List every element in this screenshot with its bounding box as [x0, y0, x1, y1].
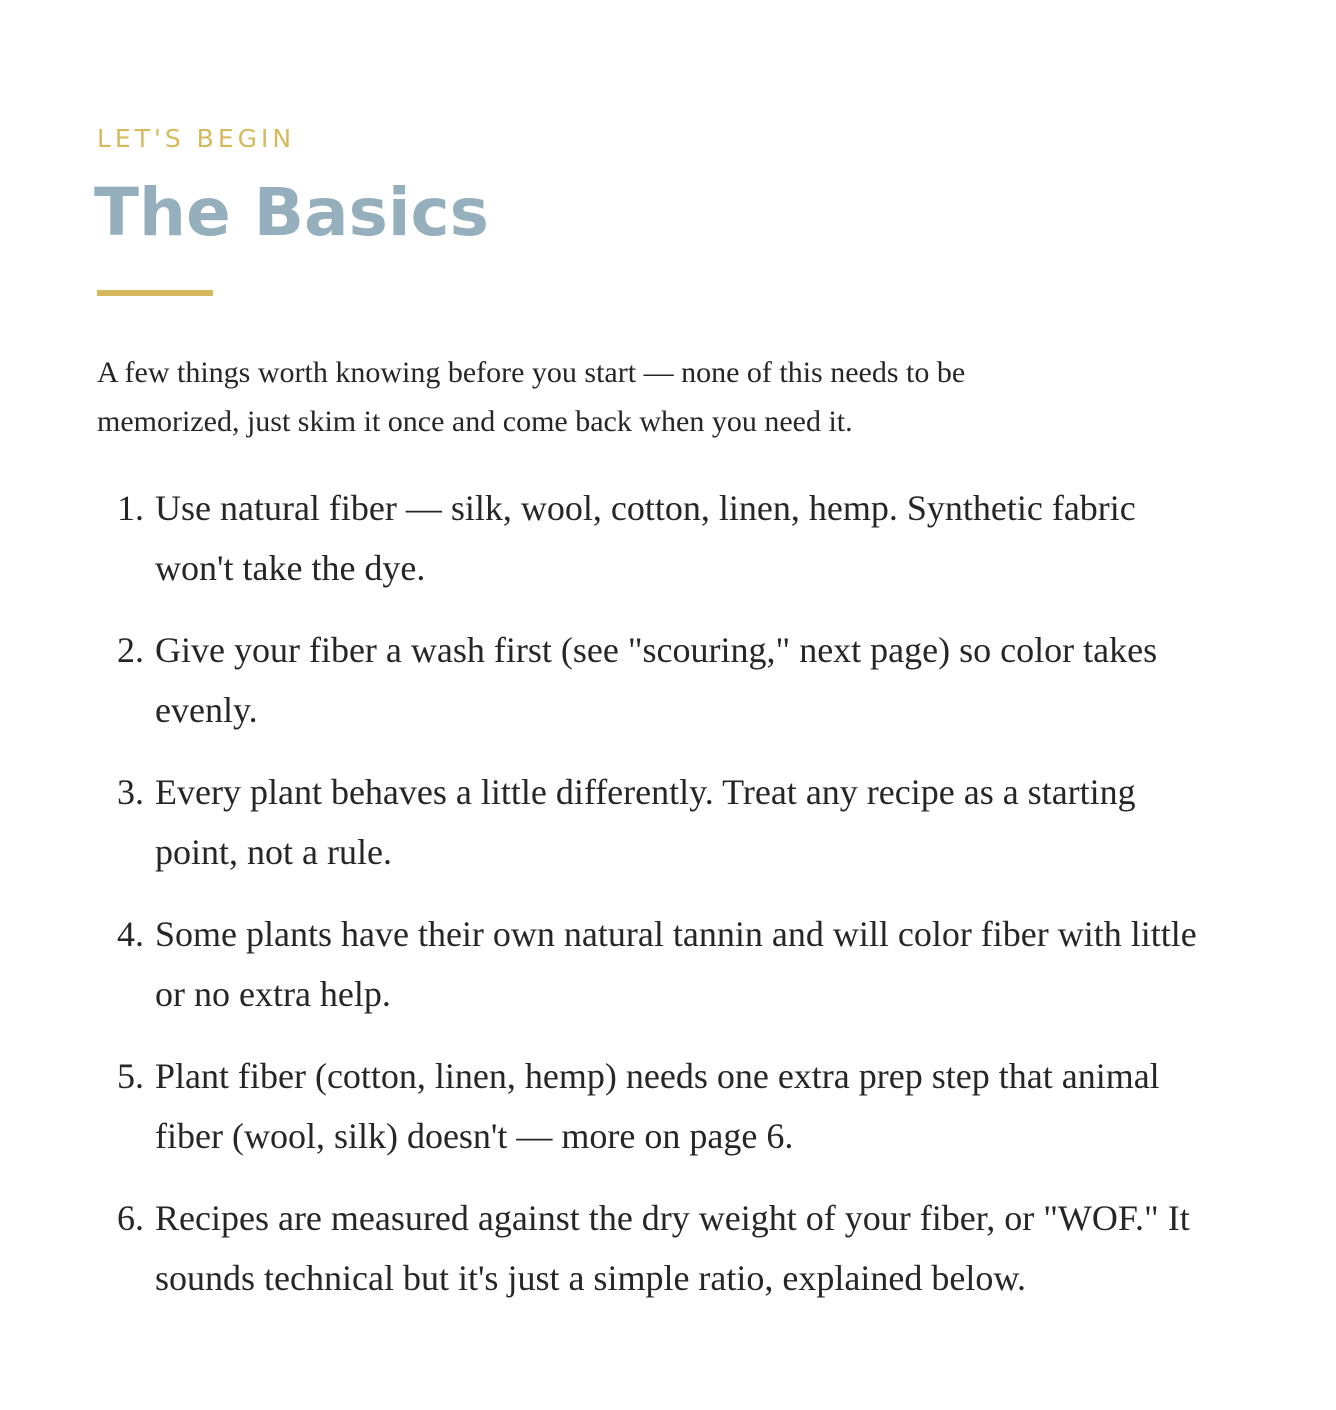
basics-step-list [97, 478, 1207, 1330]
step-number: 4. [117, 914, 144, 954]
step-text: Some plants have their own natural tannin and will color fiber with little or no extra help. [155, 914, 1197, 1014]
step-number: 2. [117, 630, 144, 670]
list-item [97, 1188, 1207, 1308]
step-text: Use natural fiber — silk, wool, cotton, linen, hemp. Synthetic fabric won't take the dye. [155, 488, 1136, 588]
section-eyebrow: LET'S BEGIN [97, 124, 296, 153]
step-text: Recipes are measured against the dry weight of your fiber, or "WOF." It sounds technical but it's just a simple ratio, explained below. [155, 1198, 1190, 1298]
step-number: 6. [117, 1198, 144, 1238]
step-number: 3. [117, 772, 144, 812]
step-number: 5. [117, 1056, 144, 1096]
step-number: 1. [117, 488, 144, 528]
title-underline-divider [97, 290, 213, 296]
step-text: Every plant behaves a little differently. Treat any recipe as a starting point, not a rule. [155, 772, 1136, 872]
list-item [97, 478, 1207, 598]
list-item [97, 904, 1207, 1024]
step-text: Give your fiber a wash first (see "scouring," next page) so color takes evenly. [155, 630, 1158, 730]
step-text: Plant fiber (cotton, linen, hemp) needs one extra prep step that animal fiber (wool, silk) doesn't — more on page 6. [155, 1056, 1160, 1156]
page-title: The Basics [94, 174, 489, 251]
intro-paragraph: A few things worth knowing before you start — none of this needs to be memorized, just skim it once and come back when you need it. [97, 356, 966, 438]
list-item [97, 1046, 1207, 1166]
list-item [97, 620, 1207, 740]
list-item [97, 762, 1207, 882]
